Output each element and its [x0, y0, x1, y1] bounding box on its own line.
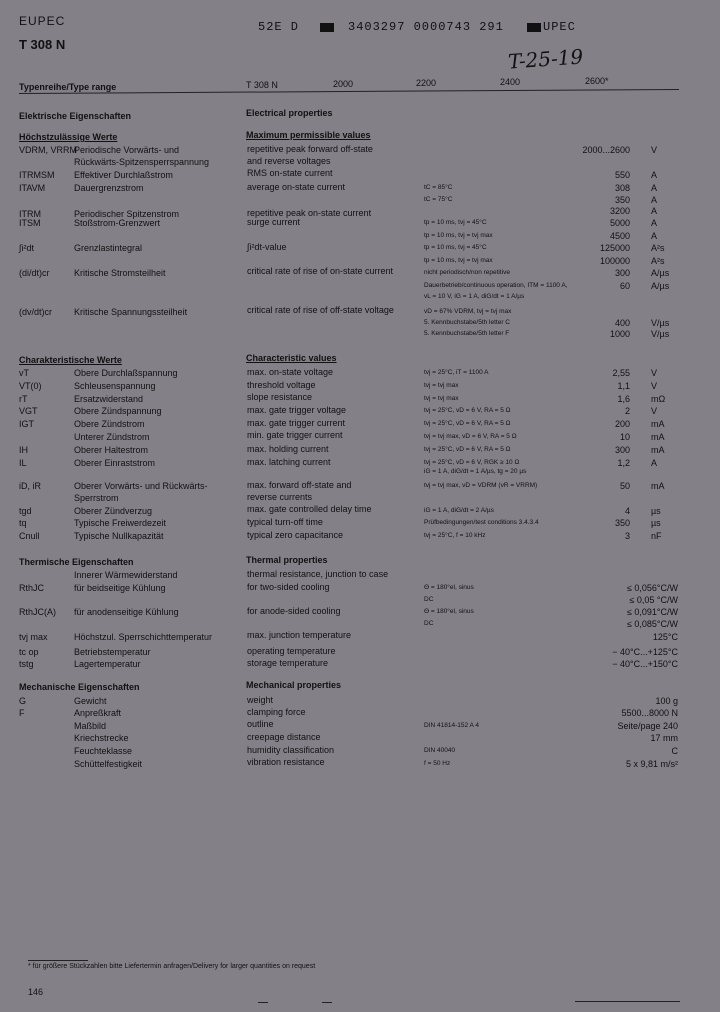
row-label-de: Gewicht: [74, 696, 107, 706]
row-value: 1,6: [617, 394, 630, 404]
type-range-model: T 308 N: [246, 80, 278, 90]
row-value: 125000: [599, 243, 630, 253]
footnote: * für größere Stückzahlen bitte Liefertermin anfragen/Delivery for larger quantities on request: [28, 963, 316, 970]
row-label-en: max. junction temperature: [247, 630, 352, 640]
row-label-en: max. latching current: [247, 457, 331, 467]
row-symbol: ITAVM: [19, 183, 46, 193]
row-label-de: Effektiver Durchlaßstrom: [74, 170, 173, 180]
row-label-de: Höchstzul. Sperrschichttemperatur: [74, 632, 213, 642]
row-symbol: RthJC: [19, 583, 45, 593]
row-value: 1,1: [617, 381, 630, 391]
row-label-en: max. on-state voltage: [247, 367, 334, 377]
row-label-en: repetitive peak on-state current: [247, 208, 372, 218]
row-value: ≤ 0,091°C/W: [626, 607, 678, 617]
row-label-de: Typische Freiwerdezeit: [74, 518, 167, 528]
row-unit: A²s: [651, 243, 665, 253]
row-value: 100 g: [655, 696, 678, 706]
row-label-de: Periodische Vorwärts- und: [74, 145, 180, 155]
row-symbol: vT: [19, 368, 29, 378]
row-condition: iG = 1 A, diG/dt = 2 A/µs: [424, 507, 494, 514]
row-label-en: min. gate trigger current: [247, 430, 343, 440]
row-symbol: (di/dt)cr: [19, 268, 50, 278]
row-symbol: IL: [19, 458, 27, 468]
row-symbol: tc op: [19, 647, 39, 657]
row-label-en: typical zero capacitance: [247, 530, 344, 540]
row-condition: DIN 40040: [424, 747, 456, 754]
row-condition: DC: [424, 620, 434, 627]
row-condition: Θ = 180°el, sinus: [424, 608, 474, 615]
row-unit: A: [651, 183, 658, 193]
row-value: 125°C: [652, 632, 678, 642]
row-value: 5000: [609, 218, 630, 228]
row-symbol: G: [19, 696, 27, 706]
row-label-de: für anodenseitige Kühlung: [74, 607, 179, 617]
row-condition: iG = 1 A, diG/dt = 1 A/µs, tg = 20 µs: [424, 468, 527, 475]
row-value: 300: [614, 445, 630, 455]
row-label-de: Oberer Einraststrom: [74, 458, 156, 468]
row-condition: tp = 10 ms, tvj = tvj max: [424, 232, 493, 239]
row-label-en: max. gate trigger current: [247, 418, 346, 428]
row-condition: nicht periodisch/non repetitive: [424, 269, 510, 276]
row-label-de: Maßbild: [74, 721, 107, 731]
row-label-de: Ersatzwiderstand: [74, 394, 144, 404]
row-condition: tvj = 25°C, iT = 1100 A: [424, 369, 489, 376]
row-unit: µs: [651, 506, 661, 516]
row-label-en: thermal resistance, junction to case: [247, 569, 389, 579]
row-condition: tvj = tvj max: [424, 382, 459, 389]
row-unit: A/µs: [651, 268, 670, 278]
row-symbol: IH: [19, 445, 28, 455]
section-title-de: Höchstzulässige Werte: [19, 132, 118, 142]
row-unit: A: [651, 170, 658, 180]
row-unit: V: [651, 381, 658, 391]
row-symbol: (dv/dt)cr: [19, 307, 53, 317]
row-condition: tp = 10 ms, tvj = 45°C: [424, 219, 487, 226]
row-label-de: Kritische Stromsteilheit: [74, 268, 166, 278]
row-symbol: tvj max: [19, 632, 48, 642]
row-value: C: [671, 746, 678, 756]
row-label-en: and reverse voltages: [247, 156, 331, 166]
row-condition: Prüfbedingungen/test conditions 3.4.3.4: [424, 519, 539, 526]
voltage-2400: 2400: [500, 77, 521, 87]
row-label-de: Rückwärts-Spitzensperrspannung: [74, 157, 210, 167]
row-condition: tvj = 25°C, vD = 6 V, RA = 5 Ω: [424, 446, 511, 453]
row-unit: A: [651, 218, 658, 228]
row-condition: DIN 41814-152 A 4: [424, 722, 479, 729]
voltage-2000: 2000: [333, 79, 354, 89]
row-value: 300: [614, 268, 630, 278]
row-condition: f = 50 Hz: [424, 760, 451, 767]
row-symbol: Cnull: [19, 531, 40, 541]
row-condition: 5. Kennbuchstabe/5th letter F: [424, 330, 510, 337]
row-condition: tvj = 25°C, vD = 6 V, RA = 5 Ω: [424, 420, 511, 427]
type-range-label: Typenreihe/Type range: [19, 82, 117, 92]
row-value: 2000...2600: [582, 145, 630, 155]
row-value: 50: [619, 481, 630, 491]
row-label-en: outline: [247, 719, 274, 729]
brand-logo: EUPEC: [19, 14, 66, 28]
row-label-de: Periodischer Spitzenstrom: [74, 209, 180, 219]
row-label-en: critical rate of rise of off-state voltage: [247, 305, 394, 315]
row-value: Seite/page 240: [617, 721, 678, 731]
section-title-de: Mechanische Eigenschaften: [19, 682, 140, 692]
row-symbol: RthJC(A): [19, 607, 57, 617]
row-value: 5 x 9,81 m/s²: [625, 759, 678, 769]
row-condition: tvj = 25°C, f = 10 kHz: [424, 532, 486, 539]
row-unit: mA: [651, 419, 665, 429]
section-electrical-en: Electrical properties: [246, 108, 333, 118]
row-condition: tvj = tvj max, vD = 6 V, RA = 5 Ω: [424, 433, 517, 440]
row-unit: nF: [651, 531, 662, 541]
row-label-de: Oberer Vorwärts- und Rückwärts-: [74, 481, 208, 491]
row-value: 1,2: [617, 458, 630, 468]
row-unit: A: [651, 195, 658, 205]
row-label-en: RMS on-state current: [247, 168, 333, 178]
row-label-de: Stoßstrom-Grenzwert: [74, 218, 161, 228]
row-symbol: tgd: [19, 506, 32, 516]
row-symbol: VGT: [19, 406, 38, 416]
row-condition: tp = 10 ms, tvj = 45°C: [424, 244, 487, 251]
row-unit: A: [651, 206, 658, 216]
row-symbol: ITRM: [19, 209, 41, 219]
row-value: 200: [614, 419, 630, 429]
row-label-en: creepage distance: [247, 732, 321, 742]
row-label-en: threshold voltage: [247, 380, 316, 390]
row-value: 5500...8000 N: [621, 708, 678, 718]
row-label-de: Schüttelfestigkeit: [74, 759, 143, 769]
barcode-block-icon: [320, 23, 334, 32]
row-value: 1000: [609, 329, 630, 339]
row-label-en: humidity classification: [247, 745, 335, 755]
row-label-de: Oberer Zündverzug: [74, 506, 153, 516]
row-label-en: slope resistance: [247, 392, 313, 402]
row-symbol: iD, iR: [19, 481, 41, 491]
row-value: 100000: [599, 256, 630, 266]
row-unit: V: [651, 406, 658, 416]
section-title-de: Thermische Eigenschaften: [19, 557, 134, 567]
section-title-en: Mechanical properties: [246, 680, 342, 690]
voltage-2600: 2600*: [585, 76, 609, 86]
page-number: 146: [28, 987, 44, 997]
row-value: 4: [624, 506, 630, 516]
handwritten-note: T-25-19: [507, 44, 584, 74]
row-value: 17 mm: [650, 733, 678, 743]
row-label-de: Dauergrenzstrom: [74, 183, 144, 193]
row-label-en: reverse currents: [247, 492, 313, 502]
row-unit: mA: [651, 445, 665, 455]
row-unit: A/µs: [651, 281, 670, 291]
section-electrical-de: Elektrische Eigenschaften: [19, 111, 132, 121]
row-condition: tvj = tvj max: [424, 395, 459, 402]
row-value: 350: [614, 518, 630, 528]
row-unit: V: [651, 368, 658, 378]
row-label-de: Obere Zündstrom: [74, 419, 145, 429]
row-label-en: typical turn-off time: [247, 517, 323, 527]
row-value: 308: [614, 183, 630, 193]
crop-mark: [258, 1002, 268, 1003]
row-condition: tvj = 25°C, vD = 6 V, RGK ≥ 10 Ω: [424, 459, 520, 466]
row-label-de: Grenzlastintegral: [74, 243, 143, 253]
row-value: − 40°C...+125°C: [612, 647, 678, 657]
footnote-rule: [28, 960, 88, 961]
section-title-de: Charakteristische Werte: [19, 355, 122, 365]
row-label-de: Kriechstrecke: [74, 733, 129, 743]
row-condition: 5. Kennbuchstabe/5th letter C: [424, 319, 511, 326]
row-symbol: ITSM: [19, 218, 41, 228]
divider: [19, 89, 679, 94]
row-value: ≤ 0,085°C/W: [626, 619, 678, 629]
row-unit: mΩ: [651, 394, 666, 404]
row-value: 350: [614, 195, 630, 205]
row-label-de: Oberer Haltestrom: [74, 445, 149, 455]
voltage-2200: 2200: [416, 78, 437, 88]
row-unit: µs: [651, 518, 661, 528]
row-symbol: ITRMSM: [19, 170, 55, 180]
row-unit: V/µs: [651, 318, 670, 328]
row-label-de: Typische Nullkapazität: [74, 531, 164, 541]
row-condition: Dauerbetrieb/continuous operation, ITM = 1100 A,: [424, 282, 568, 289]
row-unit: mA: [651, 481, 665, 491]
row-condition: tvj = tvj max, vD = VDRM (vR = VRRM): [424, 482, 538, 489]
crop-mark: [575, 1001, 680, 1002]
row-symbol: VDRM, VRRM: [19, 145, 77, 155]
row-label-en: clamping force: [247, 707, 306, 717]
crop-mark: [322, 1002, 332, 1003]
row-condition: vL = 10 V, iG = 1 A, diG/dt = 1 A/µs: [424, 293, 525, 300]
row-value: 60: [619, 281, 630, 291]
row-unit: V/µs: [651, 329, 670, 339]
row-unit: V: [651, 145, 658, 155]
row-symbol: IGT: [19, 419, 34, 429]
row-unit: A²s: [651, 256, 665, 266]
row-label-en: surge current: [247, 217, 301, 227]
row-value: 2: [624, 406, 630, 416]
row-label-en: operating temperature: [247, 646, 336, 656]
row-label-de: Lagertemperatur: [74, 659, 141, 669]
row-symbol: tq: [19, 518, 27, 528]
row-label-en: for two-sided cooling: [247, 582, 330, 592]
row-unit: A: [651, 458, 658, 468]
row-value: 550: [614, 170, 630, 180]
section-title-en: Characteristic values: [246, 353, 337, 363]
row-label-de: Sperrstrom: [74, 493, 119, 503]
row-label-en: storage temperature: [247, 658, 329, 668]
row-label-en: ∫i²dt-value: [247, 242, 287, 252]
row-label-de: Feuchteklasse: [74, 746, 133, 756]
row-label-en: repetitive peak forward off-state: [247, 144, 373, 154]
row-condition: tC = 75°C: [424, 196, 453, 203]
row-label-en: for anode-sided cooling: [247, 606, 341, 616]
row-symbol: VT(0): [19, 381, 42, 391]
row-condition: vD = 67% VDRM, tvj = tvj max: [424, 308, 512, 315]
row-label-de: für beidseitige Kühlung: [74, 583, 166, 593]
row-value: − 40°C...+150°C: [612, 659, 678, 669]
row-unit: A: [651, 231, 658, 241]
row-condition: tp = 10 ms, tvj = tvj max: [424, 257, 493, 264]
row-label-en: max. forward off-state and: [247, 480, 352, 490]
row-label-en: critical rate of rise of on-state current: [247, 266, 394, 276]
row-value: 10: [619, 432, 630, 442]
row-value: 3200: [609, 206, 630, 216]
section-title-en: Maximum permissible values: [246, 130, 371, 140]
row-symbol: F: [19, 708, 25, 718]
row-condition: tC = 85°C: [424, 184, 453, 191]
row-label-de: Schleusenspannung: [74, 381, 156, 391]
code-numbers: 3403297 0000743 291: [348, 20, 504, 34]
row-symbol: tstg: [19, 659, 34, 669]
row-label-en: vibration resistance: [247, 757, 325, 767]
code-brand: UPEC: [543, 20, 576, 34]
row-value: 4500: [609, 231, 630, 241]
row-value: 2,55: [612, 368, 630, 378]
row-label-de: Innerer Wärmewiderstand: [74, 570, 178, 580]
row-value: ≤ 0,056°C/W: [626, 583, 678, 593]
model-title: T 308 N: [19, 37, 66, 52]
row-symbol: ∫i²dt: [19, 243, 34, 253]
row-label-de: Anpreßkraft: [74, 708, 122, 718]
row-label-de: Kritische Spannungssteilheit: [74, 307, 188, 317]
row-value: 400: [614, 318, 630, 328]
row-condition: Θ = 180°el, sinus: [424, 584, 474, 591]
row-label-en: average on-state current: [247, 182, 346, 192]
row-unit: mA: [651, 432, 665, 442]
code-left: 52E D: [258, 20, 300, 34]
row-condition: DC: [424, 596, 434, 603]
row-value: ≤ 0,05 °C/W: [629, 595, 678, 605]
row-label-de: Obere Zündspannung: [74, 406, 162, 416]
row-symbol: rT: [19, 394, 28, 404]
section-title-en: Thermal properties: [246, 555, 328, 565]
barcode-block-icon: [527, 23, 541, 32]
row-label-de: Unterer Zündstrom: [74, 432, 150, 442]
row-label-en: max. gate controlled delay time: [247, 504, 372, 514]
row-value: 3: [624, 531, 630, 541]
row-condition: tvj = 25°C, vD = 6 V, RA = 5 Ω: [424, 407, 511, 414]
row-label-en: max. holding current: [247, 444, 329, 454]
row-label-de: Betriebstemperatur: [74, 647, 151, 657]
row-label-de: Obere Durchlaßspannung: [74, 368, 178, 378]
row-label-en: max. gate trigger voltage: [247, 405, 347, 415]
row-label-en: weight: [247, 695, 274, 705]
